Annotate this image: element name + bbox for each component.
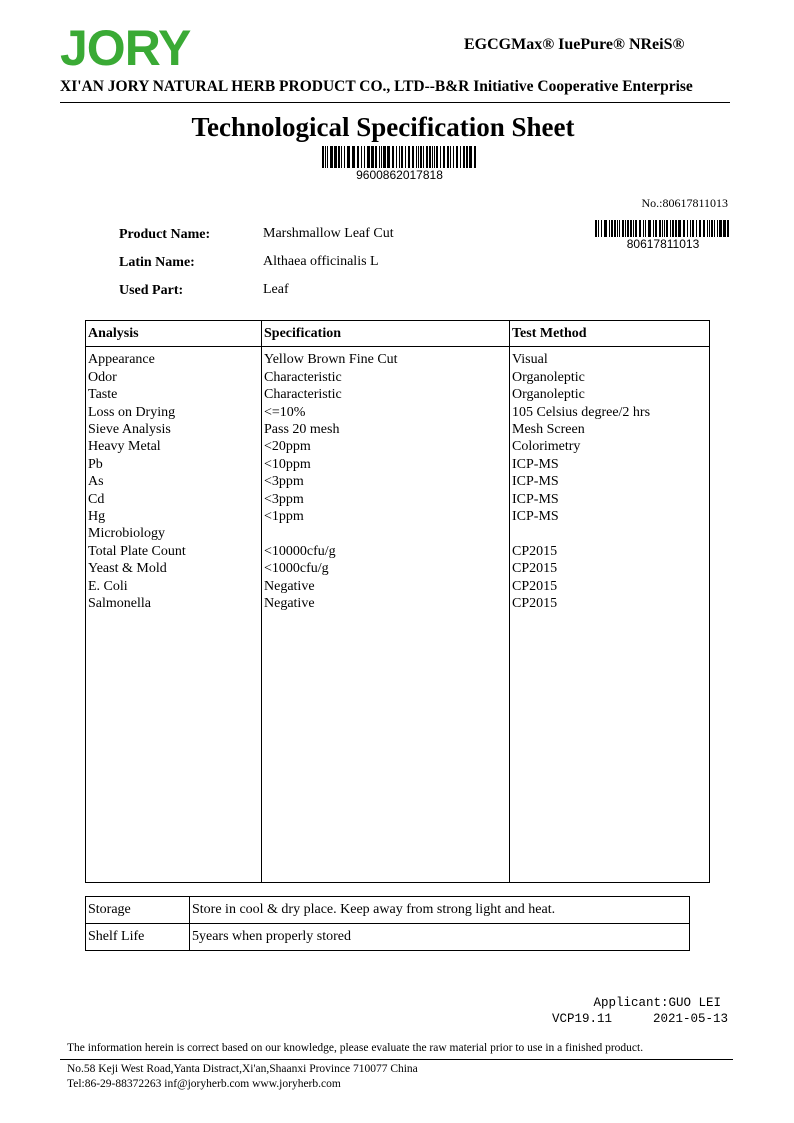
table-cell: Heavy Metal xyxy=(86,438,262,455)
table-cell: Loss on Drying xyxy=(86,404,262,421)
table-row xyxy=(86,404,710,421)
contact: Tel:86-29-88372263 inf@joryherb.com www.joryherb.com xyxy=(67,1078,341,1090)
page-title: Technological Specification Sheet xyxy=(191,112,575,142)
barcode-bar xyxy=(627,220,628,237)
table-cell: Negative xyxy=(262,578,510,595)
date: 2021-05-13 xyxy=(652,1012,728,1026)
table-cell: Microbiology xyxy=(86,525,262,542)
barcode-bar xyxy=(639,220,641,237)
table-cell: <=10% xyxy=(262,404,510,421)
barcode-bar xyxy=(614,220,616,237)
table-cell xyxy=(262,525,510,542)
table-cell: Visual xyxy=(510,347,710,369)
table-cell: <1000cfu/g xyxy=(262,560,510,577)
latin-name-label: Latin Name: xyxy=(119,255,195,270)
barcode-bar xyxy=(678,220,679,237)
barcode-bar xyxy=(399,146,400,168)
barcode-bar xyxy=(330,146,332,168)
table-cell: Cd xyxy=(86,491,262,508)
table-cell: Mesh Screen xyxy=(510,421,710,438)
barcode-bar xyxy=(341,146,342,168)
barcode-bar xyxy=(619,220,620,237)
barcode-bar xyxy=(463,146,464,168)
barcode-bar xyxy=(432,146,433,168)
table-row xyxy=(86,560,710,577)
barcode-bar xyxy=(392,146,394,168)
brand-names: EGCGMax® IuePure® NReiS® xyxy=(464,36,685,53)
table-row xyxy=(86,578,710,595)
barcode-bar xyxy=(609,220,610,237)
barcode-bar xyxy=(625,220,626,237)
shelf-life-value: 5years when properly stored xyxy=(190,924,690,951)
shelf-life-label: Shelf Life xyxy=(86,924,190,951)
barcode-bar xyxy=(426,146,427,168)
barcode-bar xyxy=(383,146,385,168)
barcode-bar xyxy=(633,220,634,237)
table-row xyxy=(86,473,710,490)
barcode-bar xyxy=(347,146,349,168)
table-row xyxy=(86,369,710,386)
barcode-bar xyxy=(418,146,419,168)
table-row xyxy=(86,386,710,403)
table-row xyxy=(86,421,710,438)
barcode-bar xyxy=(662,220,663,237)
barcode-bar xyxy=(595,220,597,237)
barcode-bar xyxy=(456,146,458,168)
barcode-bar xyxy=(335,146,336,168)
col-specification: Specification xyxy=(262,321,510,347)
barcode-bar xyxy=(440,146,441,168)
table-row xyxy=(86,595,710,612)
company-logo: JORY xyxy=(60,20,191,76)
col-analysis: Analysis xyxy=(86,321,262,347)
table-cell: CP2015 xyxy=(510,543,710,560)
table-row xyxy=(86,438,710,455)
barcode-bar xyxy=(412,146,414,168)
barcode-bar xyxy=(396,146,397,168)
barcode-bar xyxy=(387,146,388,168)
barcode-bar xyxy=(604,220,606,237)
storage-label: Storage xyxy=(86,897,190,924)
product-name-label: Product Name: xyxy=(119,227,211,242)
latin-name-value: Althaea officinalis L xyxy=(263,254,379,269)
barcode-bar xyxy=(401,146,403,168)
table-row xyxy=(86,347,710,369)
footer-address xyxy=(67,1062,418,1092)
barcode-bar xyxy=(723,220,724,237)
table-filler xyxy=(86,613,710,883)
barcode-bar xyxy=(443,146,444,168)
barcode-bar xyxy=(670,220,671,237)
product-name-value: Marshmallow Leaf Cut xyxy=(263,226,394,241)
barcode-bar xyxy=(405,146,406,168)
barcode-bar xyxy=(450,146,451,168)
table-cell: Hg xyxy=(86,508,262,525)
document-number: No.:80617811013 xyxy=(641,196,728,210)
table-cell: ICP-MS xyxy=(510,456,710,473)
barcode-bar xyxy=(474,146,476,168)
barcode-bar xyxy=(338,146,340,168)
address: No.58 Keji West Road,Yanta Distract,Xi'an,Shaanxi Province 710077 China xyxy=(67,1063,418,1075)
table-row xyxy=(86,543,710,560)
table-header xyxy=(86,321,710,347)
barcode-bar xyxy=(598,220,599,237)
table-cell: Yeast & Mold xyxy=(86,560,262,577)
barcode-bar xyxy=(371,146,372,168)
barcode-top: 9600862017818 xyxy=(322,146,477,182)
applicant: Applicant:GUO LEI xyxy=(593,996,721,1010)
company-name: XI'AN JORY NATURAL HERB PRODUCT CO., LTD--B&R Initiative Cooperative Enterprise xyxy=(60,78,693,95)
barcode-bar xyxy=(611,220,612,237)
barcode-bar xyxy=(372,146,373,168)
barcode-bar xyxy=(635,220,636,237)
barcode-bar xyxy=(375,146,377,168)
table-cell: Organoleptic xyxy=(510,386,710,403)
barcode-bar xyxy=(687,220,688,237)
barcode-bar xyxy=(352,146,353,168)
table-cell: <10ppm xyxy=(262,456,510,473)
barcode-bar xyxy=(361,146,362,168)
barcode-bar xyxy=(655,220,656,237)
col-test-method: Test Method xyxy=(510,321,710,347)
used-part-value: Leaf xyxy=(263,282,289,297)
barcode-bar xyxy=(679,220,680,237)
barcode-bar xyxy=(367,146,369,168)
barcode-bar xyxy=(325,146,326,168)
barcode-bar xyxy=(423,146,424,168)
barcode-bar xyxy=(653,220,654,237)
table-row xyxy=(86,491,710,508)
table-cell: CP2015 xyxy=(510,595,710,612)
table-cell: Negative xyxy=(262,595,510,612)
table-cell: As xyxy=(86,473,262,490)
barcode-bar xyxy=(601,220,602,237)
table-cell: CP2015 xyxy=(510,578,710,595)
barcode-bar xyxy=(420,146,422,168)
barcode-bar xyxy=(622,220,624,237)
barcode-bar xyxy=(659,220,661,237)
disclaimer: The information herein is correct based on our knowledge, please evaluate the raw material prior to use in a finished product. xyxy=(67,1042,644,1054)
table-cell: Salmonella xyxy=(86,595,262,612)
table-cell xyxy=(510,525,710,542)
table-cell: Sieve Analysis xyxy=(86,421,262,438)
shelf-life-row xyxy=(86,924,690,951)
table-cell: Colorimetry xyxy=(510,438,710,455)
barcode-bar xyxy=(690,220,691,237)
used-part-label: Used Part: xyxy=(119,283,184,298)
table-cell: Yellow Brown Fine Cut xyxy=(262,347,510,369)
barcode-bar xyxy=(408,146,409,168)
barcode-bar xyxy=(357,146,359,168)
table-row xyxy=(86,525,710,542)
footer-divider xyxy=(60,1059,733,1060)
table-cell: <1ppm xyxy=(262,508,510,525)
table-cell: Taste xyxy=(86,386,262,403)
barcode-bar xyxy=(724,220,725,237)
storage-value: Store in cool & dry place. Keep away from strong light and heat. xyxy=(190,897,690,924)
table-cell: Total Plate Count xyxy=(86,543,262,560)
barcode-bar xyxy=(379,146,380,168)
table-cell: <20ppm xyxy=(262,438,510,455)
barcode-bar xyxy=(699,220,700,237)
specification-table xyxy=(85,320,710,883)
barcode-bar xyxy=(711,220,713,237)
barcode-bar xyxy=(466,146,468,168)
barcode-bar xyxy=(648,220,650,237)
barcode-bar xyxy=(353,146,354,168)
table-row xyxy=(86,508,710,525)
table-cell: E. Coli xyxy=(86,578,262,595)
table-cell: Appearance xyxy=(86,347,262,369)
barcode-bar xyxy=(643,220,644,237)
barcode-bar xyxy=(344,146,345,168)
barcode-bar xyxy=(714,220,715,237)
barcode-bar xyxy=(675,220,677,237)
barcode-bar xyxy=(645,220,646,237)
barcode-bar xyxy=(434,146,435,168)
barcode-doc: 80617811013 xyxy=(595,220,731,251)
table-cell: <3ppm xyxy=(262,491,510,508)
barcode-bar xyxy=(381,146,382,168)
barcode-bar xyxy=(692,220,694,237)
barcode-bar xyxy=(672,220,673,237)
table-cell: Characteristic xyxy=(262,386,510,403)
barcode-bar xyxy=(453,146,454,168)
barcode-bar xyxy=(469,146,470,168)
barcode-bar xyxy=(388,146,389,168)
barcode-bar xyxy=(447,146,449,168)
table-cell: ICP-MS xyxy=(510,491,710,508)
table-row xyxy=(86,456,710,473)
barcode-bar xyxy=(717,220,718,237)
barcode-bar xyxy=(630,220,632,237)
table-cell: <10000cfu/g xyxy=(262,543,510,560)
barcode-bar xyxy=(470,146,471,168)
storage-row xyxy=(86,897,690,924)
barcode-bar xyxy=(327,146,328,168)
table-cell: CP2015 xyxy=(510,560,710,577)
barcode-bar xyxy=(727,220,729,237)
barcode-bar xyxy=(666,220,668,237)
table-cell: Characteristic xyxy=(262,369,510,386)
barcode-bar xyxy=(460,146,461,168)
barcode-bar xyxy=(709,220,710,237)
table-cell: ICP-MS xyxy=(510,473,710,490)
barcode-bar xyxy=(334,146,335,168)
table-cell: Pb xyxy=(86,456,262,473)
barcode-bar xyxy=(364,146,365,168)
barcode-bar xyxy=(429,146,431,168)
barcode-bar xyxy=(707,220,708,237)
table-cell: 105 Celsius degree/2 hrs xyxy=(510,404,710,421)
barcode-bar xyxy=(617,220,618,237)
barcode-bar xyxy=(683,220,685,237)
version: VCP19.11 xyxy=(552,1012,613,1026)
table-cell: Organoleptic xyxy=(510,369,710,386)
barcode-bar xyxy=(719,220,721,237)
barcode-bar xyxy=(703,220,705,237)
barcode-bar xyxy=(696,220,697,237)
barcode-bar xyxy=(322,146,324,168)
barcode-bar xyxy=(436,146,438,168)
barcode-bar xyxy=(664,220,665,237)
table-cell: Odor xyxy=(86,369,262,386)
storage-table xyxy=(85,896,690,951)
table-cell: <3ppm xyxy=(262,473,510,490)
barcode-bar xyxy=(416,146,417,168)
table-cell: ICP-MS xyxy=(510,508,710,525)
divider xyxy=(60,102,730,103)
table-cell: Pass 20 mesh xyxy=(262,421,510,438)
